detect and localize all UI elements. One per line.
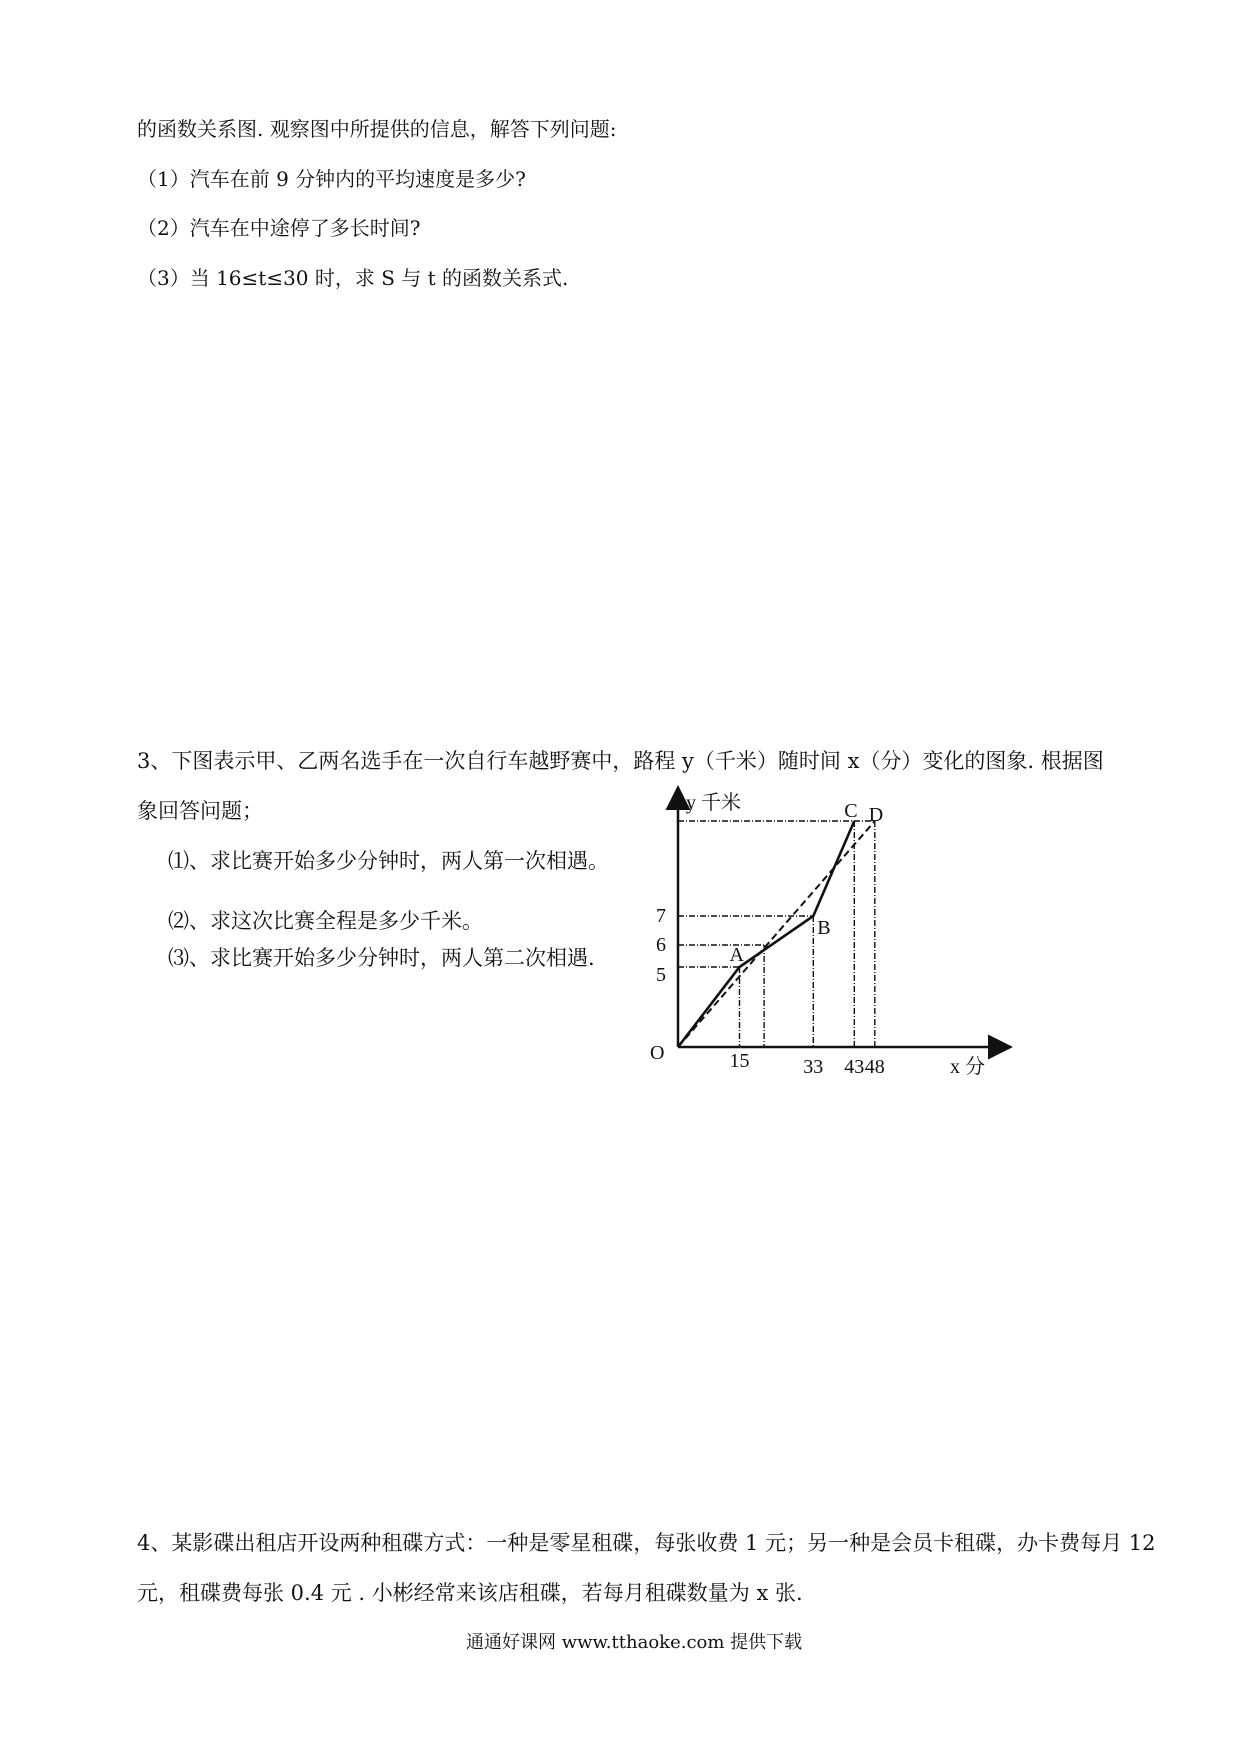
problem2-question-1: （1）汽车在前 9 分钟内的平均速度是多少? [137, 167, 526, 191]
x-tick-label: 15 [729, 1050, 750, 1072]
y-tick-label: 7 [656, 905, 666, 927]
problem3-question-1: ⑴、求比赛开始多少分钟时，两人第一次相遇。 [168, 849, 609, 873]
point-label-c: C [844, 800, 858, 822]
x-tick-label: 43 [844, 1056, 865, 1078]
y-axis-label: y 千米 [686, 792, 741, 814]
problem3-line-2: 象回答问题； [137, 799, 263, 823]
series-dashed-line [678, 821, 875, 1047]
point-label-d: D [868, 804, 884, 826]
point-label-b: B [817, 917, 831, 939]
y-tick-label: 5 [656, 964, 666, 986]
point-label-a: A [729, 944, 744, 966]
problem3-question-2: ⑵、求这次比赛全程是多少千米。 [168, 909, 483, 933]
problem3-line-1: 3、下图表示甲、乙两名选手在一次自行车越野赛中，路程 y（千米）随时间 x（分）变化的图象. 根据图 [137, 749, 1104, 773]
distance-time-graph [640, 780, 1020, 1090]
y-tick-label: 6 [656, 934, 666, 956]
problem3-question-3: ⑶、求比赛开始多少分钟时，两人第二次相遇. [168, 946, 595, 970]
origin-label: O [650, 1042, 665, 1064]
problem2-question-2: （2）汽车在中途停了多长时间? [137, 216, 421, 240]
problem2-intro: 的函数关系图. 观察图中所提供的信息，解答下列问题: [137, 117, 617, 141]
problem2-question-3: （3）当 16≤t≤30 时，求 S 与 t 的函数关系式. [137, 266, 569, 290]
footer-source: 通通好课网 www.tthaoke.com 提供下载 [466, 1632, 803, 1653]
x-tick-label: 48 [864, 1056, 885, 1078]
problem4-line-2: 元，租碟费每张 0.4 元 . 小彬经常来该店租碟，若每月租碟数量为 x 张. [137, 1581, 803, 1605]
problem4-line-1: 4、某影碟出租店开设两种租碟方式：一种是零星租碟，每张收费 1 元；另一种是会员卡租碟，办卡费每月 12 [137, 1531, 1156, 1555]
x-axis-label: x 分 [950, 1056, 985, 1078]
x-tick-label: 33 [803, 1056, 824, 1078]
